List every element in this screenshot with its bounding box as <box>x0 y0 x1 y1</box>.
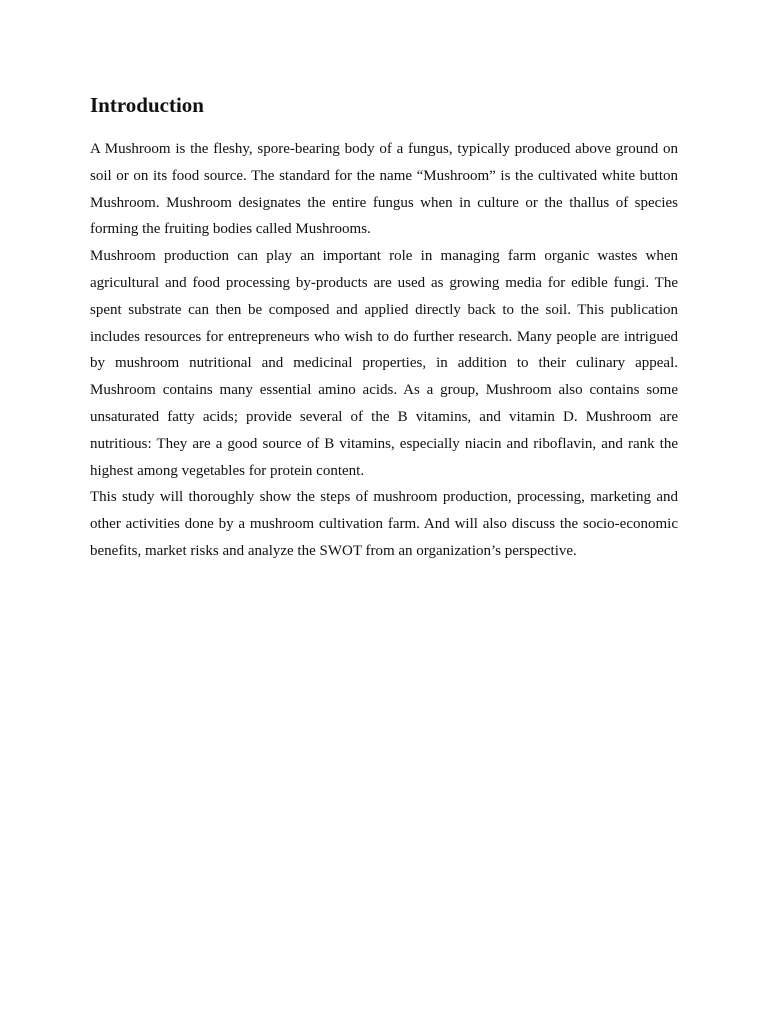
document-body <box>90 90 678 565</box>
paragraph-definition: A Mushroom is the fleshy, spore-bearing body of a fungus, typically produced above ground on soil or on its food source. The standard for the name “Mushroom” is the cultivated white button Mushroom. Mushroom designates the entire fungus when in culture or the thallus of species forming the fruiting bodies called Mushrooms. <box>90 141 678 238</box>
paragraph-study-scope: This study will thoroughly show the steps of mushroom production, processing, marketing and other activities done by a mushroom cultivation farm. And will also discuss the socio-economic benefits, market risks and analyze the SWOT from an organization’s perspective. <box>90 489 678 559</box>
section-heading: Introduction <box>90 93 204 117</box>
paragraph-production: Mushroom production can play an important role in managing farm organic wastes when agricultural and food processing by-products are used as growing media for edible fungi. The spent substrate can then be composed and applied directly back to the soil. This publication includes resources for entrepreneurs who wish to do further research. Many people are intrigued by mushroom nutritional and medicinal properties, in addition to their culinary appeal. Mushroom contains many essential amino acids. As a group, Mushroom also contains some unsaturated fatty acids; provide several of the B vitamins, and vitamin D. Mushroom are nutritious: They are a good source of B vitamins, especially niacin and riboflavin, and rank the highest among vegetables for protein content. <box>90 248 678 479</box>
